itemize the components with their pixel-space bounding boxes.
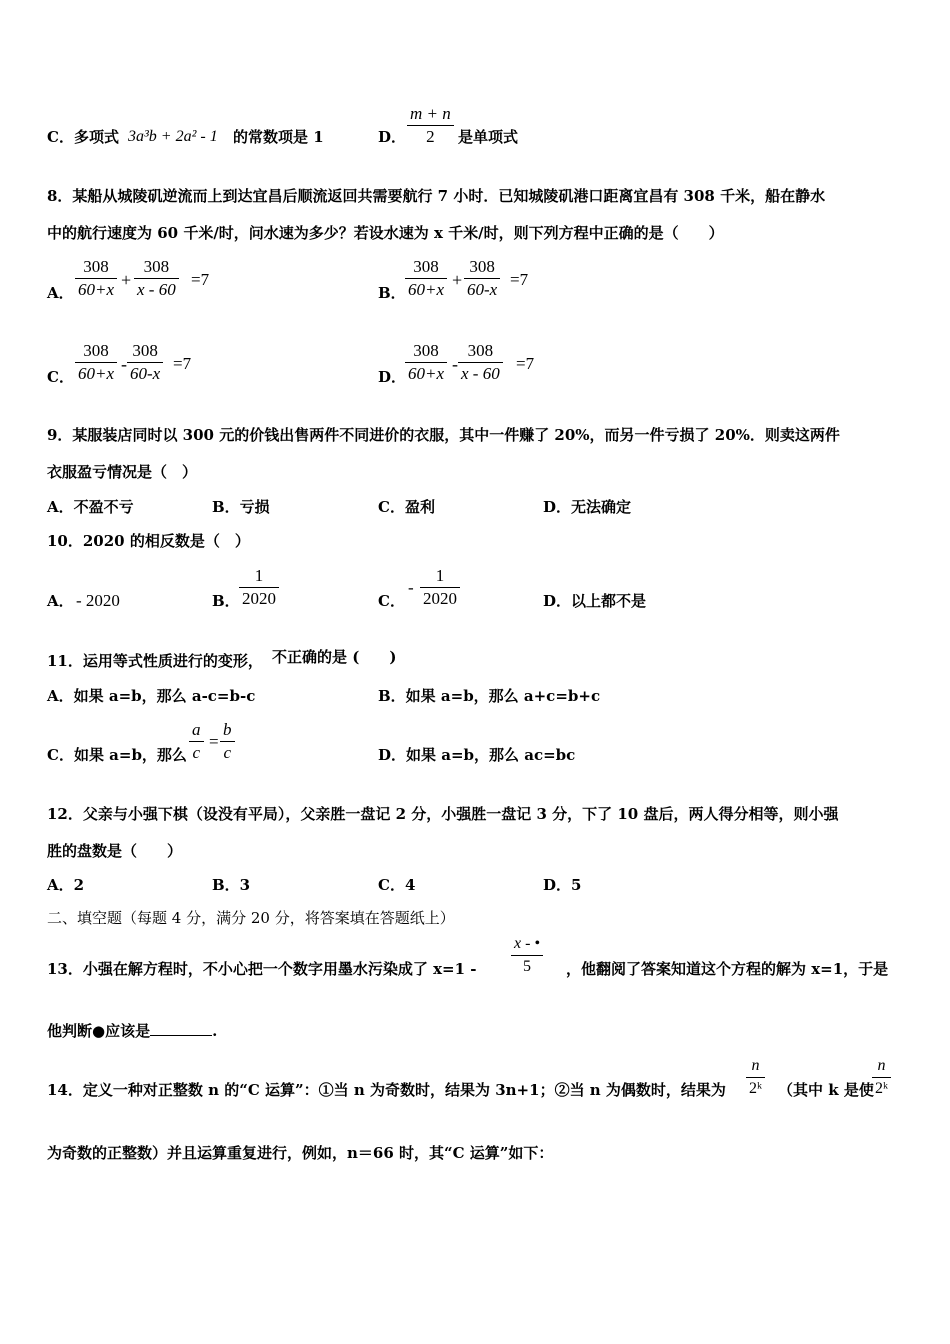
fraction-denominator: 2020 <box>420 587 460 610</box>
q13-line2-text: 他判断●应该是 <box>47 1022 151 1040</box>
q7-option-c-label: C．多项式 <box>47 128 119 146</box>
q10-option-c-fraction <box>420 565 460 610</box>
fraction-numerator: 308 <box>413 341 439 360</box>
q8-option-b-operator: + <box>452 270 463 290</box>
fraction-numerator: x - • <box>514 935 541 952</box>
fraction-numerator: 308 <box>132 341 158 360</box>
q8-option-d-fraction-2 <box>458 340 503 385</box>
fraction-denominator: c <box>189 741 204 764</box>
fraction-numerator: 308 <box>83 341 109 360</box>
q10-option-d: D．以上都不是 <box>543 592 647 610</box>
q8-option-a-operator: + <box>121 270 132 290</box>
q14-stem-pre: 14．定义一种对正整数 n 的“C 运算”：①当 n 为奇数时，结果为 3n+1；②当 n 为偶数时，结果为 <box>47 1081 726 1099</box>
fraction-numerator: m + n <box>410 104 451 123</box>
fraction-numerator: 308 <box>467 341 494 360</box>
q9-option-a: A．不盈不亏 <box>47 498 134 516</box>
q11-stem-a: 11．运用等式性质进行的变形， <box>47 652 263 670</box>
q9-option-b: B．亏损 <box>212 498 270 516</box>
q7-option-d-fraction <box>407 103 454 148</box>
fraction-denominator: 60-x <box>464 278 500 301</box>
q11-option-d: D．如果 a=b，那么 ac=bc <box>378 746 576 764</box>
q12-option-d: D．5 <box>543 876 582 894</box>
answer-blank[interactable] <box>150 1021 212 1036</box>
q14-fraction-2 <box>872 1055 891 1100</box>
fraction-denominator: 60+x <box>405 278 447 301</box>
q8-option-c-fraction-1 <box>75 340 117 385</box>
q7-option-c-tail: 的常数项是 1 <box>233 128 324 146</box>
q7-option-d-tail: 是单项式 <box>458 128 519 146</box>
q9-option-c: C．盈利 <box>378 498 435 516</box>
q11-option-c-fraction-2 <box>220 719 235 764</box>
q8-option-b-rhs: =7 <box>510 270 529 289</box>
q9-stem-line1: 9．某服装店同时以 300 元的价钱出售两件不同进价的衣服，其中一件赚了 20%，而另一件亏损了 20%．则卖这两件 <box>47 426 840 444</box>
q8-stem-line2: 中的航行速度为 60 千米/时，问水速为多少？若设水速为 x 千米/时，则下列方程中正确的是（ ） <box>47 224 724 242</box>
q14-fraction-1 <box>746 1055 765 1100</box>
fraction-numerator: n <box>751 1057 760 1074</box>
q7-option-c-expression: 3a³b + 2a² - 1 <box>128 128 218 145</box>
q12-option-c: C．4 <box>378 876 416 894</box>
q14-stem-mid: （其中 k 是使 <box>778 1081 874 1099</box>
fraction-denominator: 2 <box>407 125 454 148</box>
q11-option-a: A．如果 a=b，那么 a-c=b-c <box>47 687 256 705</box>
fraction-denominator: 60-x <box>127 362 163 385</box>
fraction-denominator: c <box>220 741 235 764</box>
q12-stem-line1: 12．父亲与小强下棋（设没有平局），父亲胜一盘记 2 分，小强胜一盘记 3 分，下了 10 盘后，两人得分相等，则小强 <box>47 805 839 823</box>
fraction-denominator: x - 60 <box>458 362 503 385</box>
fraction-denominator: 60+x <box>75 362 117 385</box>
fraction-numerator: n <box>877 1057 886 1074</box>
q8-option-b-label: B． <box>378 284 406 302</box>
q13-line2 <box>47 1021 217 1041</box>
q10-option-a-label: A． <box>47 592 74 610</box>
q10-stem: 10．2020 的相反数是（ ） <box>47 532 250 550</box>
q11-option-c-equals: = <box>209 732 219 751</box>
q11-option-c-label: C．如果 a=b，那么 <box>47 746 187 764</box>
fraction-numerator: 1 <box>254 566 264 585</box>
fraction-numerator: a <box>192 720 201 739</box>
q12-option-b: B．3 <box>212 876 251 894</box>
q8-option-d-operator: - <box>452 354 458 374</box>
q13-stem-post: ，他翻阅了答案知道这个方程的解为 x=1，于是 <box>566 960 889 978</box>
q10-option-c-sign: - <box>408 578 414 597</box>
q8-option-b-fraction-2 <box>464 256 500 301</box>
q9-option-d: D．无法确定 <box>543 498 632 516</box>
q11-option-b: B．如果 a=b，那么 a+c=b+c <box>378 687 601 705</box>
fraction-denominator: x - 60 <box>134 278 179 301</box>
q8-option-a-label: A． <box>47 284 74 302</box>
q10-option-c-label: C． <box>378 592 405 610</box>
q12-stem-line2: 胜的盘数是（ ） <box>47 842 183 860</box>
fraction-numerator: 308 <box>413 257 439 276</box>
q8-option-a-rhs: =7 <box>191 270 210 289</box>
fraction-numerator: b <box>223 720 232 739</box>
q8-option-d-rhs: =7 <box>516 354 535 373</box>
fraction-denominator: 5 <box>511 955 543 978</box>
q8-option-d-label: D． <box>378 368 407 386</box>
fraction-denominator: 60+x <box>405 362 447 385</box>
q8-option-d-fraction-1 <box>405 340 447 385</box>
fraction-numerator: 308 <box>143 257 170 276</box>
q13-fraction <box>511 933 543 978</box>
q8-option-a-fraction-2 <box>134 256 179 301</box>
q8-stem-line1: 8．某船从城陵矶逆流而上到达宜昌后顺流返回共需要航行 7 小时．已知城陵矶港口距离宜昌有 308 千米，船在静水 <box>47 187 826 205</box>
q13-line2-period: . <box>212 1022 218 1040</box>
fraction-numerator: 1 <box>435 566 445 585</box>
fraction-denominator: 2ᵏ <box>872 1077 891 1100</box>
q8-option-c-operator: - <box>121 354 127 374</box>
fraction-denominator: 60+x <box>75 278 117 301</box>
q8-option-a-fraction-1 <box>75 256 117 301</box>
section-heading: 二、填空题（每题 4 分，满分 20 分，将答案填在答题纸上） <box>47 909 455 927</box>
q8-option-c-rhs: =7 <box>173 354 192 373</box>
q10-option-b-fraction <box>239 565 279 610</box>
q11-option-c-fraction-1 <box>189 719 204 764</box>
fraction-numerator: 308 <box>469 257 495 276</box>
q14-stem-line2: 为奇数的正整数）并且运算重复进行，例如，n＝66 时，其“C 运算”如下： <box>47 1144 554 1162</box>
q7-option-d-label: D． <box>378 128 407 146</box>
q8-option-c-fraction-2 <box>127 340 163 385</box>
q10-option-b-label: B． <box>212 592 240 610</box>
q8-option-b-fraction-1 <box>405 256 447 301</box>
q12-option-a: A．2 <box>47 876 85 894</box>
q11-stem-b: 不正确的是 ( ) <box>272 648 397 666</box>
fraction-denominator: 2ᵏ <box>746 1077 765 1100</box>
q9-stem-line2: 衣服盈亏情况是（ ） <box>47 463 198 481</box>
fraction-denominator: 2020 <box>239 587 279 610</box>
fraction-numerator: 308 <box>83 257 109 276</box>
q13-stem-pre: 13．小强在解方程时，不小心把一个数字用墨水污染成了 x=1 - <box>47 960 477 978</box>
q10-option-a-value: - 2020 <box>76 591 120 610</box>
q8-option-c-label: C． <box>47 368 74 386</box>
